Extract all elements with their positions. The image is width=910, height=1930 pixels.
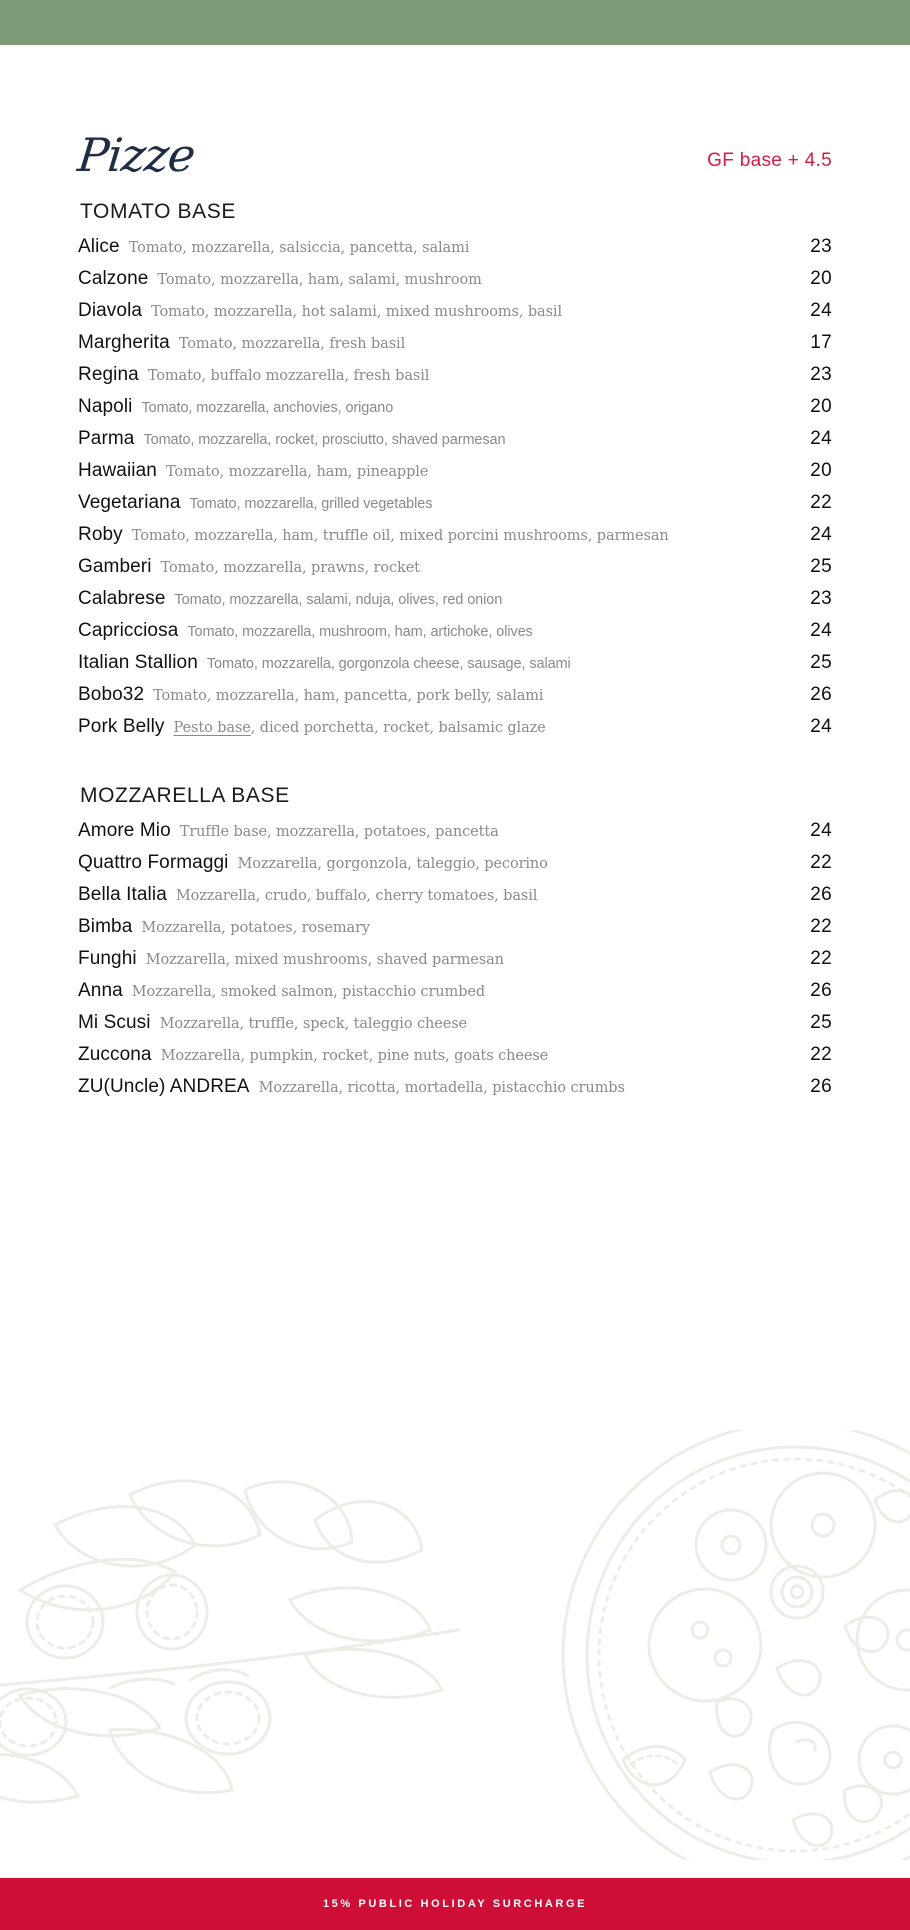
section-tomato-base bbox=[78, 200, 832, 748]
menu-item-row[interactable] bbox=[78, 1012, 832, 1044]
menu-item-row[interactable] bbox=[78, 948, 832, 980]
menu-item-description: Mozzarella, potatoes, rosemary bbox=[141, 920, 370, 936]
menu-item-name: Calzone bbox=[78, 268, 149, 289]
menu-sections bbox=[0, 200, 910, 1108]
menu-item-name: Mi Scusi bbox=[78, 1012, 151, 1033]
menu-item-name: ZU(Uncle) ANDREA bbox=[78, 1076, 250, 1097]
menu-item-main bbox=[78, 1076, 772, 1098]
menu-item-description: Tomato, mozzarella, fresh basil bbox=[178, 336, 406, 352]
menu-item-price: 22 bbox=[810, 948, 832, 969]
menu-item-name: Diavola bbox=[78, 300, 143, 321]
menu-item-description: Mozzarella, truffle, speck, taleggio cheese bbox=[159, 1016, 468, 1032]
menu-item-main bbox=[78, 492, 772, 514]
menu-item-name: Regina bbox=[78, 364, 139, 385]
menu-item-description: Mozzarella, mixed mushrooms, shaved parmesan bbox=[145, 952, 504, 968]
menu-item-main bbox=[78, 1044, 772, 1066]
menu-item-description: Mozzarella, smoked salmon, pistacchio crumbed bbox=[131, 984, 486, 1000]
menu-item-main bbox=[78, 684, 772, 706]
menu-item-row[interactable] bbox=[78, 300, 832, 332]
menu-item-row[interactable] bbox=[78, 236, 832, 268]
menu-item-name: Vegetariana bbox=[78, 492, 181, 513]
menu-item-price: 24 bbox=[810, 428, 832, 449]
menu-item-price: 23 bbox=[810, 236, 832, 257]
menu-item-row[interactable] bbox=[78, 980, 832, 1012]
menu-item-row[interactable] bbox=[78, 428, 832, 460]
menu-item-price: 25 bbox=[810, 1012, 832, 1033]
menu-item-description: Tomato, mozzarella, ham, truffle oil, mixed porcini mushrooms, parmesan bbox=[131, 528, 669, 544]
menu-item-main bbox=[78, 300, 772, 322]
olive-branch-watermark bbox=[0, 1440, 460, 1860]
menu-item-description-rest: , diced porchetta, rocket, balsamic glaze bbox=[250, 720, 546, 736]
menu-item-price: 26 bbox=[810, 884, 832, 905]
menu-item-name: Calabrese bbox=[78, 588, 166, 609]
gluten-free-note: GF base + 4.5 bbox=[707, 150, 832, 171]
pizze-logo: Pizze bbox=[75, 128, 198, 182]
menu-item-description: Tomato, mozzarella, hot salami, mixed mushrooms, basil bbox=[151, 304, 563, 320]
menu-item-row[interactable] bbox=[78, 268, 832, 300]
menu-item-row[interactable] bbox=[78, 852, 832, 884]
menu-item-description: Mozzarella, ricotta, mortadella, pistacchio crumbs bbox=[258, 1080, 625, 1096]
menu-item-price: 24 bbox=[810, 300, 832, 321]
menu-item-price: 23 bbox=[810, 588, 832, 609]
menu-item-main bbox=[78, 716, 772, 738]
surcharge-banner bbox=[0, 1878, 910, 1930]
menu-item-name: Zuccona bbox=[78, 1044, 152, 1065]
menu-item-name: Hawaiian bbox=[78, 460, 157, 481]
menu-item-description: Tomato, mozzarella, rocket, prosciutto, shaved parmesan bbox=[143, 432, 506, 448]
menu-item-row[interactable] bbox=[78, 492, 832, 524]
menu-item-price: 23 bbox=[810, 364, 832, 385]
menu-item-main bbox=[78, 980, 772, 1002]
menu-item-row[interactable] bbox=[78, 524, 832, 556]
menu-item-description: Tomato, mozzarella, ham, pineapple bbox=[165, 464, 429, 480]
section-title: MOZZARELLA BASE bbox=[80, 784, 290, 807]
menu-item-row[interactable] bbox=[78, 652, 832, 684]
menu-item-description: Tomato, mozzarella, salami, nduja, olives, red onion bbox=[174, 592, 503, 608]
menu-item-name: Funghi bbox=[78, 948, 137, 969]
menu-item-main bbox=[78, 236, 772, 258]
menu-item-price: 24 bbox=[810, 524, 832, 545]
menu-item-name: Bimba bbox=[78, 916, 133, 937]
menu-item-name: Capricciosa bbox=[78, 620, 179, 641]
menu-item-description: Tomato, mozzarella, prawns, rocket bbox=[160, 560, 420, 576]
menu-item-name: Bobo32 bbox=[78, 684, 145, 705]
top-color-band bbox=[0, 0, 910, 45]
menu-item-price: 20 bbox=[810, 396, 832, 417]
menu-item-description-base: Pesto base bbox=[173, 720, 251, 736]
menu-item-description: Mozzarella, crudo, buffalo, cherry tomatoes, basil bbox=[175, 888, 538, 904]
menu-item-price: 20 bbox=[810, 460, 832, 481]
menu-item-main bbox=[78, 428, 772, 450]
menu-item-main bbox=[78, 1012, 772, 1034]
menu-item-description: Mozzarella, gorgonzola, taleggio, pecorino bbox=[237, 856, 548, 872]
section-title: TOMATO BASE bbox=[80, 200, 236, 223]
menu-item-price: 24 bbox=[810, 716, 832, 737]
menu-item-price: 26 bbox=[810, 1076, 832, 1097]
section-mozzarella-base bbox=[78, 784, 832, 1108]
menu-item-price: 25 bbox=[810, 652, 832, 673]
menu-item-row[interactable] bbox=[78, 396, 832, 428]
menu-item-main bbox=[78, 556, 772, 578]
surcharge-text: 15% PUBLIC HOLIDAY SURCHARGE bbox=[322, 1898, 588, 1910]
menu-item-row[interactable] bbox=[78, 1076, 832, 1108]
menu-item-price: 24 bbox=[810, 620, 832, 641]
menu-item-main bbox=[78, 916, 772, 938]
menu-item-price: 22 bbox=[810, 492, 832, 513]
menu-item-description: Tomato, mozzarella, grilled vegetables bbox=[189, 496, 433, 512]
menu-item-description: Tomato, buffalo mozzarella, fresh basil bbox=[147, 368, 430, 384]
menu-item-name: Bella Italia bbox=[78, 884, 167, 905]
menu-item-main bbox=[78, 460, 772, 482]
menu-item-row[interactable] bbox=[78, 620, 832, 652]
menu-item-main bbox=[78, 396, 772, 418]
menu-item-name: Italian Stallion bbox=[78, 652, 198, 673]
menu-item-price: 22 bbox=[810, 852, 832, 873]
menu-item-description: Mozzarella, pumpkin, rocket, pine nuts, goats cheese bbox=[160, 1048, 549, 1064]
menu-item-main bbox=[78, 620, 772, 642]
menu-item-main bbox=[78, 852, 772, 874]
menu-item-main bbox=[78, 820, 772, 842]
menu-item-name: Roby bbox=[78, 524, 123, 545]
menu-header bbox=[0, 45, 910, 182]
menu-item-name: Margherita bbox=[78, 332, 170, 353]
menu-item-name: Amore Mio bbox=[78, 820, 171, 841]
menu-item-description: Truffle base, mozzarella, potatoes, pancetta bbox=[179, 824, 499, 840]
menu-item-price: 24 bbox=[810, 820, 832, 841]
menu-item-row[interactable] bbox=[78, 364, 832, 396]
menu-item-name: Pork Belly bbox=[78, 716, 165, 737]
menu-item-row[interactable] bbox=[78, 1044, 832, 1076]
menu-item-row[interactable] bbox=[78, 716, 832, 748]
menu-item-name: Napoli bbox=[78, 396, 133, 417]
menu-item-description: Tomato, mozzarella, mushroom, ham, artichoke, olives bbox=[187, 624, 533, 640]
menu-item-name: Anna bbox=[78, 980, 123, 1001]
menu-item-name: Alice bbox=[78, 236, 120, 257]
menu-item-description: Tomato, mozzarella, anchovies, origano bbox=[141, 400, 394, 416]
menu-item-row[interactable] bbox=[78, 332, 832, 364]
menu-item-price: 20 bbox=[810, 268, 832, 289]
menu-item-row[interactable] bbox=[78, 916, 832, 948]
menu-item-row[interactable] bbox=[78, 684, 832, 716]
menu-item-main bbox=[78, 588, 772, 610]
menu-item-row[interactable] bbox=[78, 556, 832, 588]
menu-item-description: Tomato, mozzarella, ham, pancetta, pork belly, salami bbox=[153, 688, 544, 704]
menu-item-price: 17 bbox=[810, 332, 832, 353]
menu-item-price: 22 bbox=[810, 916, 832, 937]
menu-item-description: Tomato, mozzarella, gorgonzola cheese, sausage, salami bbox=[206, 656, 571, 672]
menu-item-description: Tomato, mozzarella, salsiccia, pancetta, salami bbox=[128, 240, 470, 256]
menu-item-name: Gamberi bbox=[78, 556, 152, 577]
menu-item-main bbox=[78, 364, 772, 386]
menu-item-main bbox=[78, 948, 772, 970]
menu-item-row[interactable] bbox=[78, 884, 832, 916]
menu-item-row[interactable] bbox=[78, 460, 832, 492]
menu-item-row[interactable] bbox=[78, 588, 832, 620]
menu-item-description bbox=[174, 720, 546, 736]
pizza-watermark bbox=[545, 1430, 910, 1860]
menu-item-price: 22 bbox=[810, 1044, 832, 1065]
menu-item-name: Quattro Formaggi bbox=[78, 852, 229, 873]
menu-page bbox=[0, 45, 910, 1108]
menu-item-main bbox=[78, 268, 772, 290]
menu-item-price: 25 bbox=[810, 556, 832, 577]
menu-item-price: 26 bbox=[810, 980, 832, 1001]
menu-item-main bbox=[78, 884, 772, 906]
menu-item-description: Tomato, mozzarella, ham, salami, mushroom bbox=[157, 272, 482, 288]
menu-item-main bbox=[78, 332, 772, 354]
menu-item-main bbox=[78, 524, 772, 546]
menu-item-row[interactable] bbox=[78, 820, 832, 852]
menu-item-name: Parma bbox=[78, 428, 135, 449]
menu-item-price: 26 bbox=[810, 684, 832, 705]
menu-item-main bbox=[78, 652, 772, 674]
